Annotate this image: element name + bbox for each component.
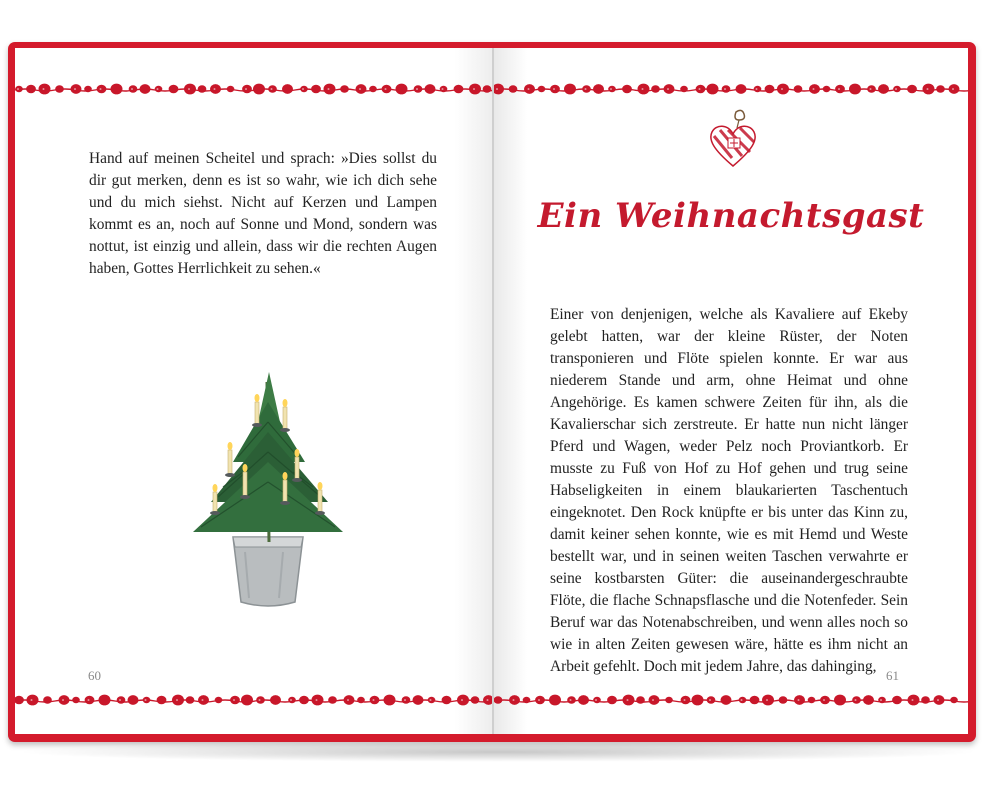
book-shadow	[14, 742, 982, 762]
page-number-left: 60	[88, 668, 101, 683]
bead-garland-icon	[15, 689, 493, 713]
christmas-tree-icon	[183, 362, 353, 612]
left-paragraph: Hand auf meinen Scheitel und sprach: »Dies sollst du dir gut merken, denn es ist so wahr, wie ich dich sehe und du mich siehst. Nicht auf Kerzen und Lampen kommt es an, noch auf Sonne und Mond, sondern was nottut, ist einzig und allein, dass wir die rechten Augen haben, Gottes Herrlichkeit zu sehen.«	[89, 150, 437, 277]
bead-garland-icon	[494, 689, 968, 713]
bead-garland-icon	[494, 78, 968, 102]
right-page-text	[550, 304, 908, 678]
bead-garland-icon	[15, 78, 493, 102]
chapter-title: Ein Weihnachtsgast	[537, 196, 925, 236]
page-number-right: 61	[886, 668, 899, 683]
left-page-text	[89, 148, 437, 280]
heart-ornament-icon	[706, 108, 760, 168]
right-page	[494, 48, 968, 734]
left-page	[15, 48, 493, 734]
right-paragraph: Einer von denjenigen, welche als Kavaliere auf Ekeby gelebt hatten, war der kleine Rüster, der Noten transponieren und Flöte spielen konnte. Er war aus niederem Stande und arm, ohne Heimat und ohne Angehörige. Es kamen schwere Zeiten für ihn, als die Kavalierschar sich zerstreute. Er hatte nun nicht länger Pferd und Wagen, weder Pelz noch Proviantkorb. Er musste zu Fuß von Hof zu Hof gehen und trug seine Habseligkeiten in einem blaukarierten Taschentuch eingeknotet. Den Rock knüpfte er bis unter das Kinn zu, damit keiner sehen konnte, wie es mit Hemd und Weste bestellt war, und in seinen weiten Taschen verwahrte er seine kostbarsten Güter: die auseinandergeschraubte Flöte, die flache Schnapsflasche und die Notenfeder. Sein Beruf war das Notenabschreiben, und wenn alles noch so wie in alten Zeiten gewesen wäre, hätte es ihm nicht an Arbeit gefehlt. Doch mit jedem Jahre, das dahinging,	[550, 306, 908, 675]
